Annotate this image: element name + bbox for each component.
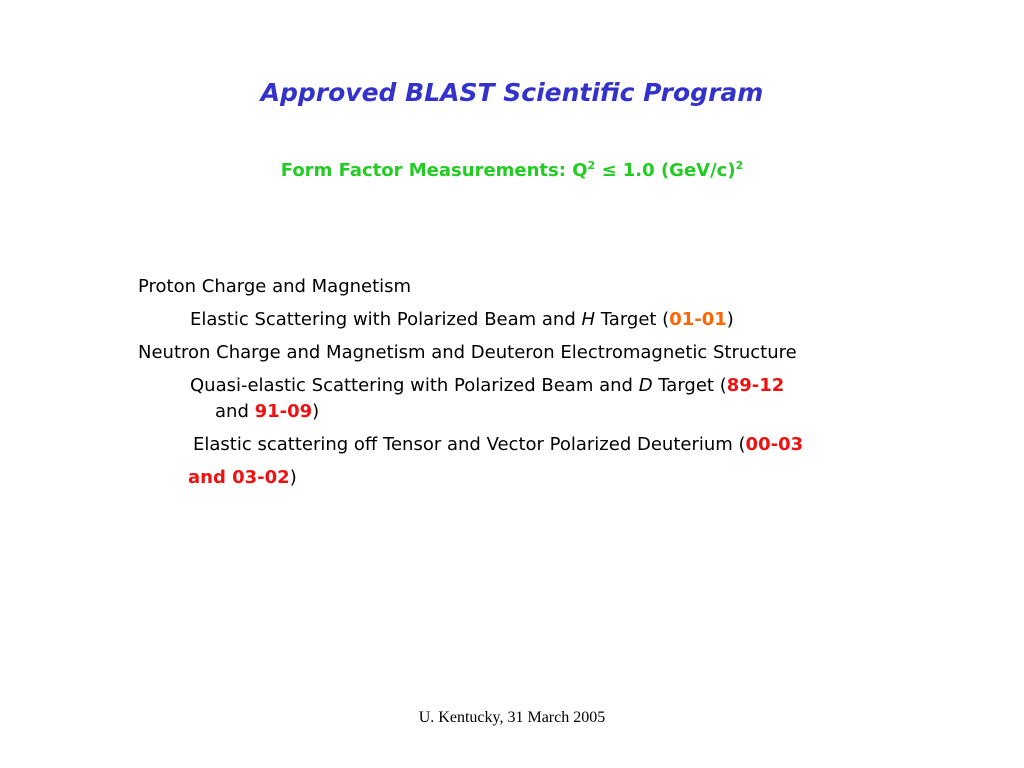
neutron-text-b: Target ( (652, 375, 727, 396)
neutron-experiment-line-cont (215, 400, 319, 424)
neutron-text-a: Quasi-elastic Scattering with Polarized Beam and (190, 375, 639, 396)
experiment-code-00-03: 00-03 (745, 434, 804, 455)
neutron-close: ) (312, 401, 320, 422)
subtitle-prefix: Form Factor Measurements: Q (280, 160, 588, 181)
neutron-experiment-line (190, 374, 784, 398)
neutron-and-text: and (215, 401, 255, 422)
slide-footer: U. Kentucky, 31 March 2005 (418, 709, 606, 726)
proton-text-b: Target ( (595, 309, 670, 330)
experiment-code-89-12: 89-12 (726, 375, 785, 396)
experiment-code-03-02: and 03-02 (188, 467, 290, 488)
proton-close: ) (726, 309, 734, 330)
subtitle-middle: ≤ 1.0 (GeV/c) (595, 160, 736, 181)
subtitle-superscript-1: 2 (587, 159, 596, 172)
proton-experiment-line (190, 308, 734, 332)
deuteron-experiment-line (193, 433, 803, 457)
deuteron-experiment-line-cont (188, 466, 297, 490)
slide-subtitle (0, 160, 1024, 181)
subtitle-superscript-2: 2 (735, 159, 744, 172)
deuteron-close: ) (289, 467, 297, 488)
proton-target-letter: H (581, 309, 596, 330)
proton-text-a: Elastic Scattering with Polarized Beam and (190, 309, 582, 330)
experiment-code-91-09: 91-09 (254, 401, 313, 422)
neutron-heading: Neutron Charge and Magnetism and Deuteron Electromagnetic Structure (138, 342, 797, 363)
proton-heading: Proton Charge and Magnetism (138, 276, 412, 297)
experiment-code-01-01: 01-01 (669, 309, 727, 330)
slide-title: Approved BLAST Scientific Program (260, 78, 764, 107)
deuteron-text-a: Elastic scattering off Tensor and Vector Polarized Deuterium ( (193, 434, 746, 455)
neutron-target-letter: D (638, 375, 653, 396)
